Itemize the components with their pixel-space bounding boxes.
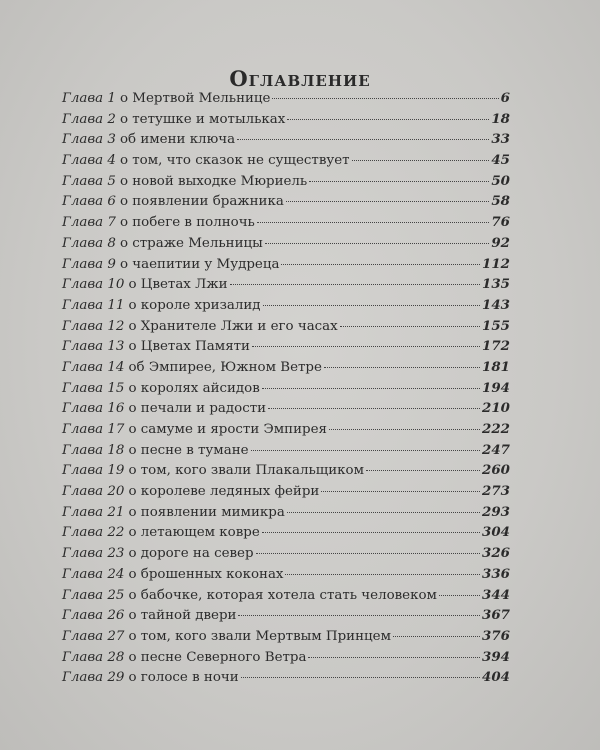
page-number: 155 [482,317,510,334]
chapter-label: Глава 29 [62,670,125,686]
chapter-label: Глава 16 [62,401,125,417]
toc-entry [62,566,510,587]
page-number: 172 [482,338,510,355]
dot-leader [262,388,480,389]
dot-leader [285,574,480,575]
chapter-label: Глава 28 [62,649,125,665]
page-number: 367 [482,607,510,624]
chapter-label: Глава 15 [62,380,125,396]
chapter-title: о Цветах Лжи [128,277,228,293]
toc-entry [62,545,510,566]
chapter-title: о Хранителе Лжи и его часах [128,318,338,334]
dot-leader [366,470,480,471]
chapter-label: Глава 24 [62,566,125,582]
chapter-label: Глава 10 [62,277,125,293]
page-number: 394 [482,648,510,665]
chapter-title: об имени ключа [119,132,236,148]
chapter-title: о том, кого звали Мертвым Принцем [128,628,391,644]
toc-entry [62,152,510,173]
chapter-label: Глава 4 [62,153,116,169]
chapter-label: Глава 3 [62,132,116,148]
page-number: 376 [482,627,510,644]
chapter-label: Глава 1 [62,91,116,106]
chapter-title: о Цветах Памяти [128,339,250,355]
chapter-label: Глава 11 [62,297,125,313]
dot-leader [286,201,490,202]
chapter-title: о королеве ледяных фейри [128,484,320,500]
chapter-label: Глава 6 [62,194,116,210]
dot-leader [329,429,480,430]
chapter-title: о Мертвой Мельнице [119,91,271,106]
toc-entry [62,256,510,277]
toc-entry [62,297,510,318]
toc-entry [62,214,510,235]
dot-leader [287,512,480,513]
dot-leader [324,367,480,368]
page-number: 404 [482,669,510,686]
toc-entry [62,90,510,111]
chapter-label: Глава 27 [62,628,125,644]
page-number: 143 [482,296,510,313]
toc-entry [62,400,510,421]
chapter-title: о летающем ковре [128,525,260,541]
page-number: 247 [482,441,510,458]
chapter-title: о побеге в полночь [119,215,255,231]
chapter-label: Глава 12 [62,318,125,334]
toc-entry [62,421,510,442]
chapter-title: о появлении бражника [119,194,284,210]
toc-entry [62,338,510,359]
page-number: 58 [491,193,510,210]
dot-leader [265,243,490,244]
page-number: 304 [482,524,510,541]
page-number: 293 [482,503,510,520]
toc-entry [62,587,510,608]
page-number: 50 [491,172,510,189]
toc-entry [62,276,510,297]
page-number: 326 [482,545,510,562]
chapter-label: Глава 25 [62,587,125,603]
chapter-title: о тайной двери [128,608,237,624]
page-number: 210 [482,400,510,417]
chapter-label: Глава 9 [62,256,116,272]
chapter-label: Глава 26 [62,608,125,624]
page-number: 344 [482,586,510,603]
dot-leader [268,408,480,409]
chapter-label: Глава 8 [62,235,116,251]
chapter-label: Глава 23 [62,546,125,562]
dot-leader [252,346,480,347]
toc-entry [62,442,510,463]
toc-entry [62,504,510,525]
dot-leader [439,595,480,596]
page-number: 18 [491,110,510,127]
toc-entry [62,131,510,152]
dot-leader [238,615,480,616]
chapter-title: о появлении мимикра [128,504,285,520]
chapter-title: о том, кого звали Плакальщиком [128,463,364,479]
dot-leader [393,636,480,637]
toc-entry [62,462,510,483]
chapter-label: Глава 20 [62,484,125,500]
page-number: 273 [482,483,510,500]
toc-entry [62,483,510,504]
toc-entry [62,235,510,256]
chapter-title: о тетушке и мотыльках [119,111,286,127]
page-number: 336 [482,565,510,582]
toc-entry [62,380,510,401]
dot-leader [230,284,481,285]
chapter-title: о страже Мельницы [119,235,263,251]
chapter-label: Глава 18 [62,442,125,458]
page-number: 112 [482,255,510,272]
toc-entry [62,111,510,132]
chapter-title: о голосе в ночи [128,670,239,686]
dot-leader [308,657,480,658]
chapter-title: об Эмпирее, Южном Ветре [128,359,322,375]
dot-leader [237,139,489,140]
chapter-title: о том, что сказок не существует [119,153,350,169]
toc-entry [62,359,510,380]
chapter-label: Глава 7 [62,215,116,231]
chapter-title: о песне Северного Ветра [128,649,307,665]
dot-leader [287,119,489,120]
chapter-label: Глава 17 [62,422,125,437]
dot-leader [352,160,490,161]
toc-entry [62,649,510,670]
page-number: 181 [482,358,510,375]
table-of-contents [62,90,510,690]
chapter-label: Глава 21 [62,504,125,520]
chapter-title: о короле хризалид [128,297,261,313]
page-number: 76 [491,214,510,231]
dot-leader [256,553,481,554]
page-number: 222 [482,421,510,437]
chapter-title: о чаепитии у Мудреца [119,256,280,272]
dot-leader [321,491,480,492]
dot-leader [309,181,489,182]
page-number: 92 [491,234,510,251]
chapter-title: о дороге на север [128,546,254,562]
chapter-label: Глава 13 [62,339,125,355]
dot-leader [262,532,480,533]
chapter-label: Глава 22 [62,525,125,541]
toc-entry [62,173,510,194]
dot-leader [251,450,480,451]
page-number: 6 [500,90,510,106]
chapter-label: Глава 19 [62,463,125,479]
toc-entry [62,318,510,339]
page-number: 194 [482,379,510,396]
toc-entry [62,628,510,649]
chapter-title: о песне в тумане [128,442,249,458]
dot-leader [257,222,490,223]
toc-entry [62,607,510,628]
chapter-label: Глава 14 [62,359,125,375]
toc-entry [62,193,510,214]
page-title: Оглавление [229,66,371,91]
page-number: 135 [482,276,510,293]
chapter-label: Глава 2 [62,111,116,127]
page-number: 45 [491,152,510,169]
page-number: 260 [482,462,510,479]
chapter-title: о королях айсидов [128,380,260,396]
chapter-label: Глава 5 [62,173,116,189]
chapter-title: о самуме и ярости Эмпирея [128,422,327,437]
dot-leader [340,326,480,327]
page-number: 33 [491,131,510,148]
dot-leader [241,677,480,678]
chapter-title: о печали и радости [128,401,267,417]
dot-leader [281,264,480,265]
chapter-title: о брошенных коконах [128,566,284,582]
chapter-title: о бабочке, которая хотела стать человеком [128,587,437,603]
toc-entry [62,524,510,545]
dot-leader [263,305,481,306]
toc-entry [62,669,510,690]
chapter-title: о новой выходке Мюриель [119,173,308,189]
dot-leader [272,98,498,99]
